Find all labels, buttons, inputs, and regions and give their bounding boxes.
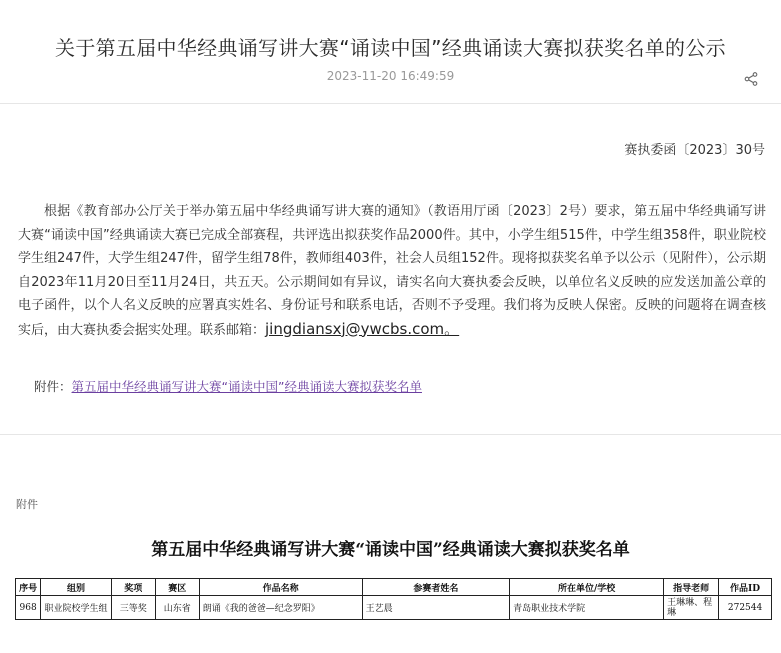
attachment-doc-title: 第五届中华经典诵写讲大赛“诵读中国”经典诵读大赛拟获奖名单 (151, 540, 630, 560)
attachment-label: 附件 (16, 498, 38, 511)
attachment-link[interactable]: 第五届中华经典诵写讲大赛“诵读中国”经典诵读大赛拟获奖名单 (71, 379, 422, 394)
col-award: 奖项 (111, 579, 155, 596)
col-work-id: 作品ID (719, 579, 772, 596)
attachment-prefix: 附件： (34, 379, 72, 394)
contact-email[interactable]: jingdiansxj@ywcbs.com。 (265, 319, 460, 338)
cell-teacher: 王琳琳、程琳 (664, 596, 719, 620)
col-region: 赛区 (155, 579, 199, 596)
cell-group: 职业院校学生组 (41, 596, 111, 620)
share-icon[interactable] (744, 72, 758, 86)
cell-school: 青岛职业技术学院 (510, 596, 664, 620)
document-number: 赛执委函〔2023〕30号 (624, 143, 765, 158)
cell-award: 三等奖 (111, 596, 155, 620)
col-group: 组别 (41, 579, 111, 596)
cell-work-id: 272544 (719, 596, 772, 620)
table-header-row (16, 579, 772, 596)
cell-work: 朗诵《我的爸爸—纪念罗阳》 (199, 596, 362, 620)
table-row (16, 596, 772, 620)
award-table (15, 578, 772, 620)
col-participant: 参赛者姓名 (362, 579, 509, 596)
col-no: 序号 (16, 579, 41, 596)
header-divider (0, 103, 781, 104)
section-divider (0, 434, 781, 435)
publish-date: 2023-11-20 16:49:59 (326, 69, 455, 83)
cell-no: 968 (16, 596, 41, 620)
cell-region: 山东省 (155, 596, 199, 620)
body-paragraph (18, 200, 766, 342)
cell-participant: 王艺晨 (362, 596, 509, 620)
article-title: 关于第五届中华经典诵写讲大赛“诵读中国”经典诵读大赛拟获奖名单的公示 (55, 36, 726, 60)
col-teacher: 指导老师 (664, 579, 719, 596)
attachment-line (34, 377, 422, 395)
col-school: 所在单位/学校 (510, 579, 664, 596)
body-text: 根据《教育部办公厅关于举办第五届中华经典诵写讲大赛的通知》（教语用厅函〔2023〕2号）要求，第五届中华经典诵写讲大赛“诵读中国”经典诵读大赛已完成全部赛程，共评选出拟获奖作品2000件。其中，小学生组515件，中学生组358件，职业院校学生组247件，大学生组247件，留学生组78件，教师组403件，社会人员组152件。现将拟获奖名单予以公示（见附件），公示期自2023年11月20日至11月24日，共五天。公示期间如有异议，请实名向大赛执委会反映，以单位名义反映的应发送加盖公章的电子函件，以个人名义反映的应署真实姓名、身份证号和联系电话，否则不予受理。我们将为反映人保密。反映的问题将在调查核实后，由大赛执委会据实处理。联系邮箱： (18, 204, 766, 338)
col-work: 作品名称 (199, 579, 362, 596)
